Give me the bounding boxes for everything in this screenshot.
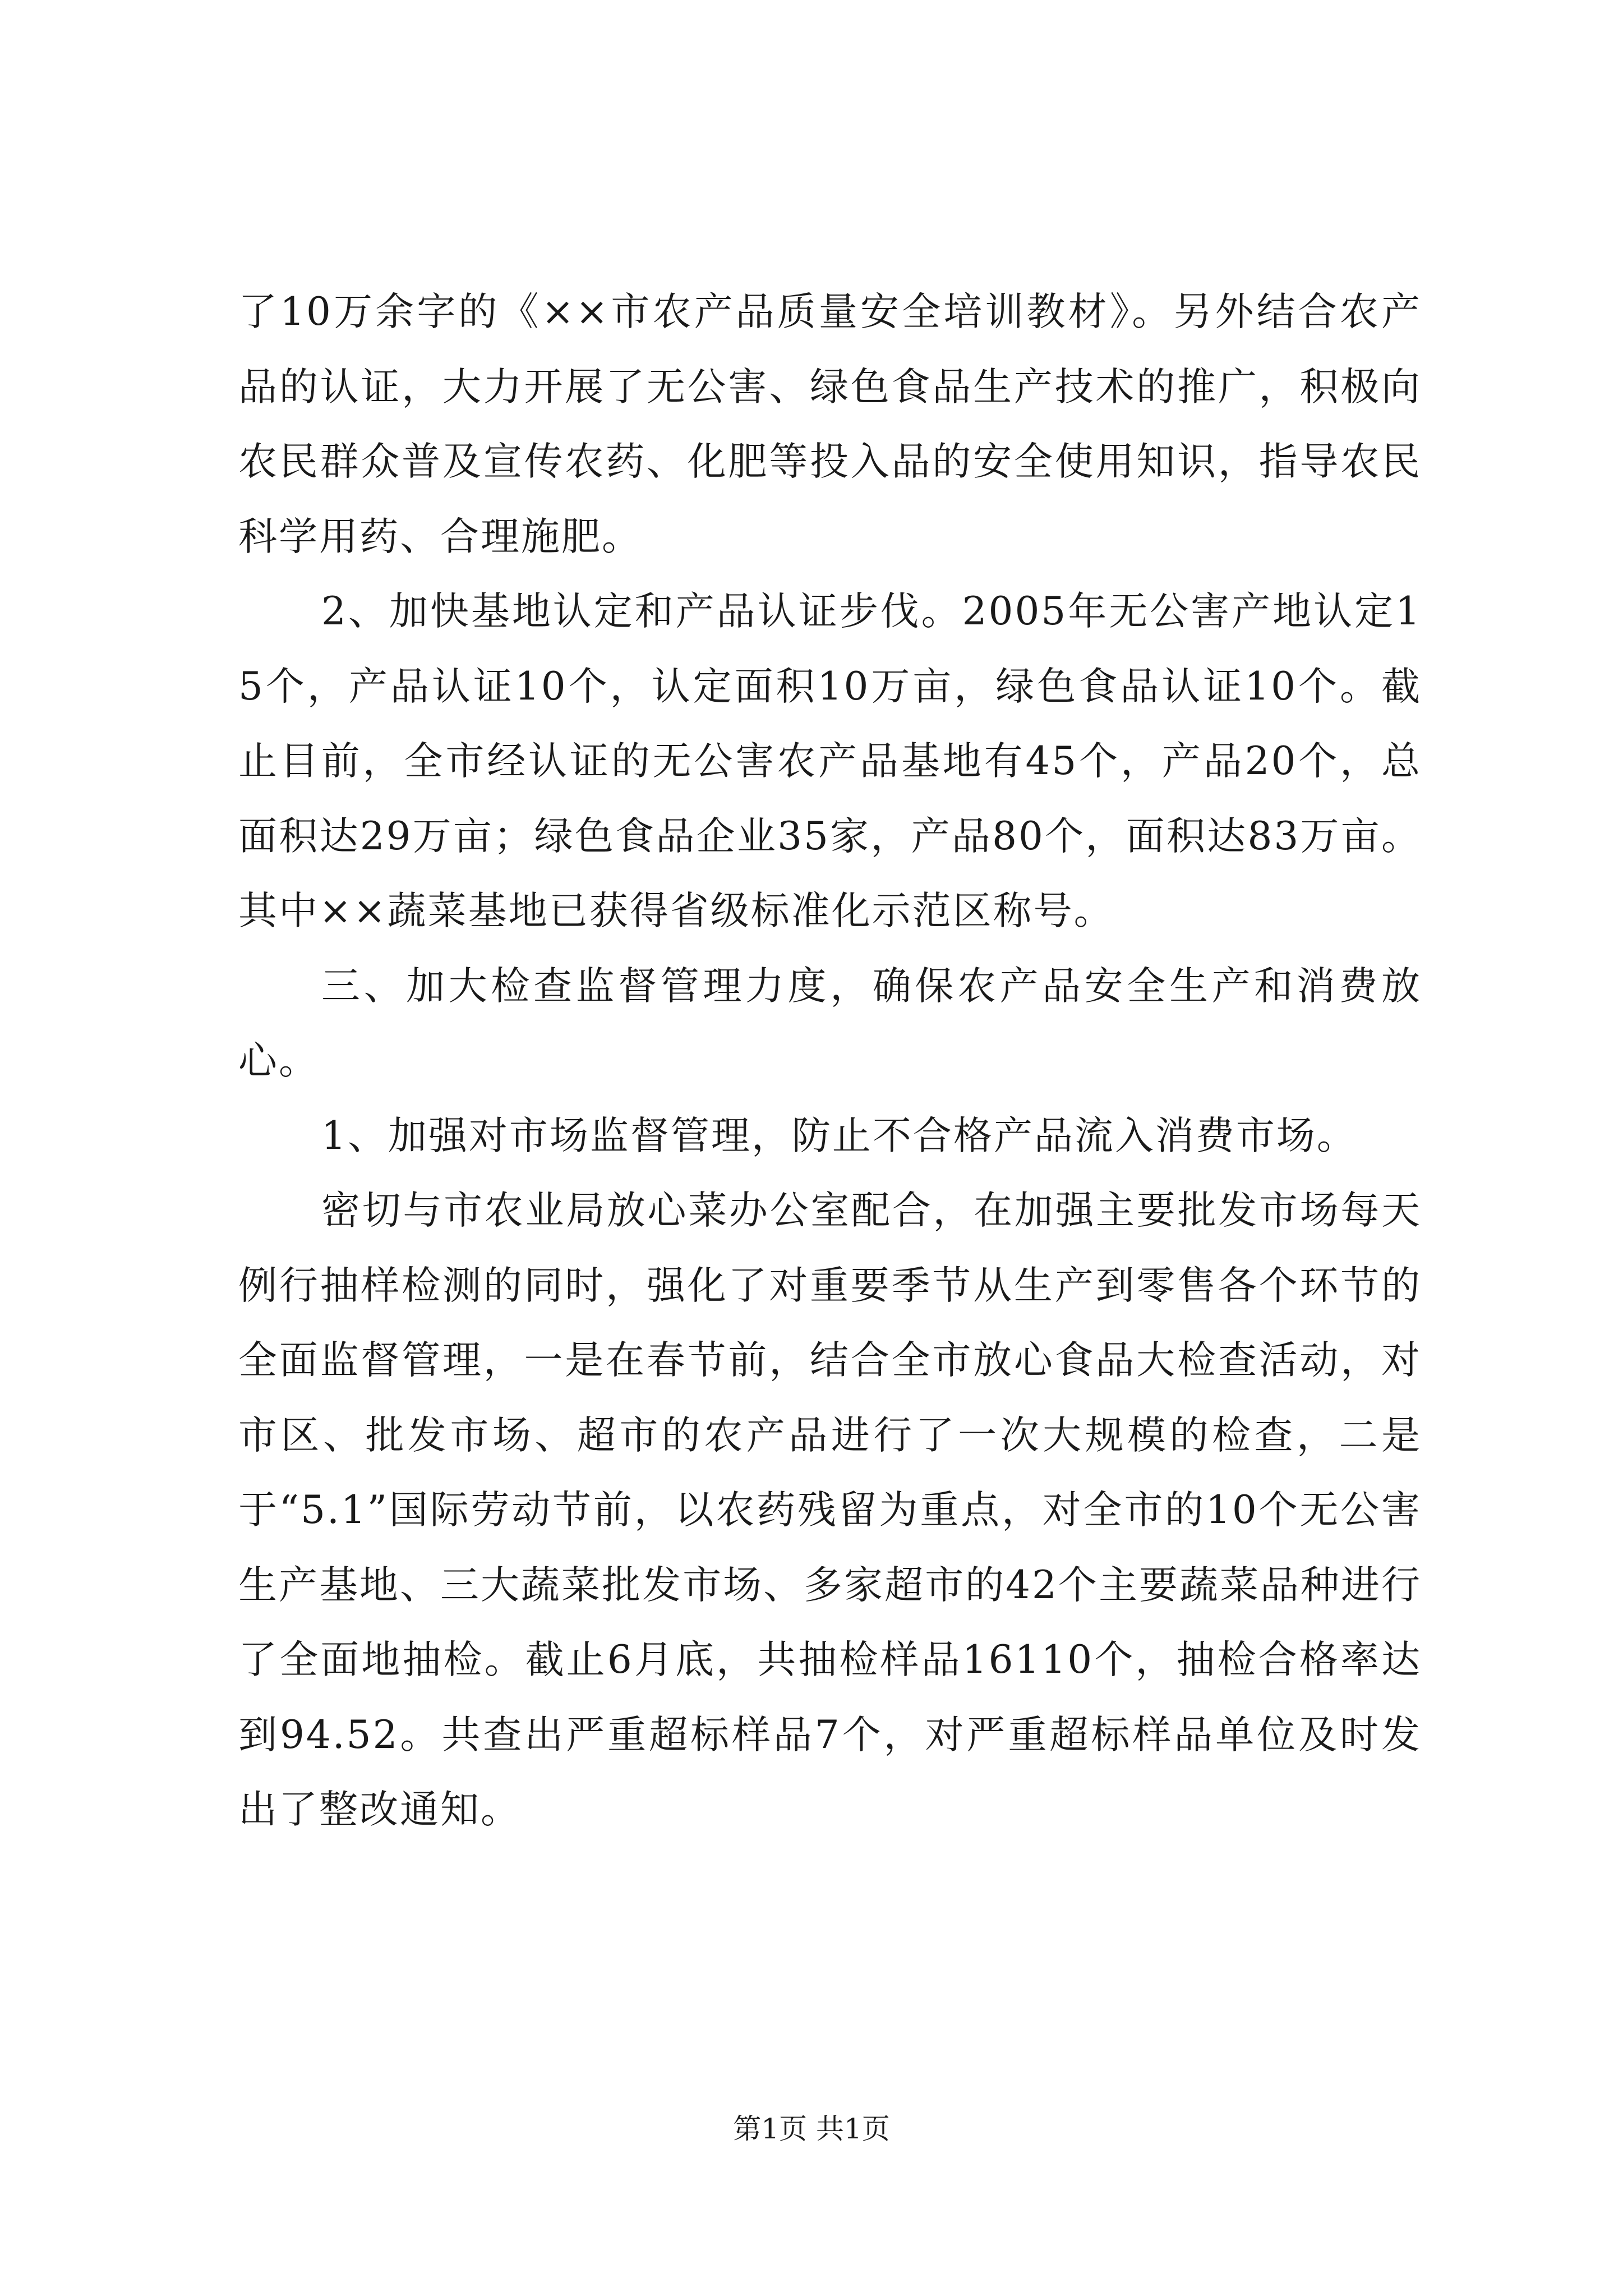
paragraph-training-materials: 了10万余字的《××市农产品质量安全培训教材》。另外结合农产品的认证，大力开展了无公害、绿色食品生产技术的推广，积极向农民群众普及宣传农药、化肥等投入品的安全使用知识，指导农民科学用药、合理施肥。	[238, 289, 1422, 559]
subsection-heading-market-supervision: 1、加强对市场监督管理，防止不合格产品流入消费市场。	[321, 1113, 1357, 1158]
paragraph-base-certification: 2、加快基地认定和产品认证步伐。2005年无公害产地认定15个，产品认证10个，认定面积10万亩，绿色食品认证10个。截止目前，全市经认证的无公害农产品基地有45个，产品20个，总面积达29万亩；绿色食品企业35家，产品80个，面积达83万亩。其中××蔬菜基地已获得省级标准化示范区称号。	[238, 589, 1422, 933]
paragraph-sampling-inspection: 密切与市农业局放心菜办公室配合，在加强主要批发市场每天例行抽样检测的同时，强化了对重要季节从生产到零售各个环节的全面监督管理，一是在春节前，结合全市放心食品大检查活动，对市区、批发市场、超市的农产品进行了一次大规模的检查，二是于“5.1”国际劳动节前，以农药残留为重点，对全市的10个无公害生产基地、三大蔬菜批发市场、多家超市的42个主要蔬菜品种进行了全面地抽检。截止6月底，共抽检样品16110个，抽检合格率达到94.52。共查出严重超标样品7个，对严重超标样品单位及时发出了整改通知。	[238, 1188, 1422, 1832]
document-body	[238, 275, 1422, 1848]
page-footer: 第1页 共1页	[733, 2113, 890, 2145]
section-heading-inspection: 三、加大检查监督管理力度，确保农产品安全生产和消费放心。	[238, 963, 1422, 1083]
